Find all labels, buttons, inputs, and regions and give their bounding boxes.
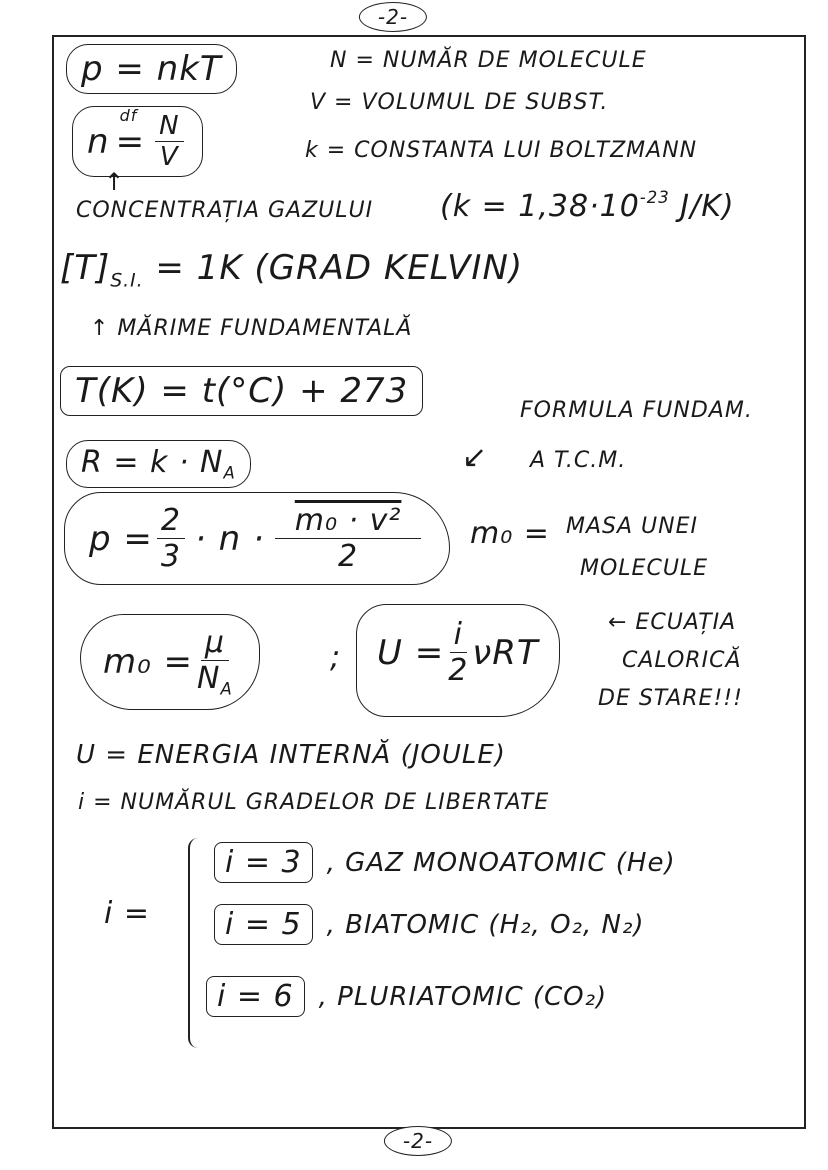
caloric-equation-line1: ← ECUAȚIA [608, 610, 737, 635]
formula-concentration [72, 106, 203, 177]
m0-symbol: m₀ = [470, 516, 550, 551]
arrow-down-left-icon: ↙ [462, 440, 488, 475]
formula-molecule-mass: m₀ = $\frac{\mu}{N_A}$ [80, 614, 260, 710]
page-number-top: -2- [359, 2, 427, 32]
concentration-denominator: V [159, 142, 179, 172]
boltzmann-value: ($k = 1,38\cdot 10^{-23}$ J/K) [440, 188, 735, 225]
m0-definition-line1: MASA UNEI [566, 514, 698, 539]
concentration-eq: = [115, 121, 146, 162]
concentration-lhs: n [87, 121, 110, 162]
formula-temperature-conversion: T(K) = t(°C) + 273 [60, 366, 423, 416]
case-monoatomic: i = 3 , GAZ MONOATOMIC (He) [214, 842, 676, 883]
degrees-of-freedom-definition: i = NUMĂRUL GRADELOR DE LIBERTATE [78, 790, 550, 815]
case-biatomic: i = 5 , BIATOMIC (H₂, O₂, N₂) [214, 904, 645, 945]
definition-k: k = CONSTANTA LUI BOLTZMANN [305, 138, 698, 163]
definition-N: N = NUMĂR DE MOLECULE [330, 48, 647, 73]
page-number-bottom: -2- [384, 1126, 452, 1156]
caloric-equation-line3: DE STARE!!! [598, 686, 743, 711]
brace [188, 838, 204, 1048]
concentration-label: CONCENTRAȚIA GAZULUI [76, 198, 374, 223]
formula-pressure-nkt: p = nkT [66, 44, 237, 94]
tcm-label-line2: A T.C.M. [530, 448, 627, 473]
formula-fundamental-tcm: p = $\frac{2}{3}$ · n · $\frac{\text{m₀ · v²}}{2}$ [64, 492, 450, 585]
temperature-unit: $[T]_{S.I.} = 1K$ (GRAD KELVIN) [60, 248, 524, 292]
concentration-numerator: N [155, 111, 183, 142]
tcm-label-line1: FORMULA FUNDAM. [520, 398, 753, 423]
degrees-of-freedom-lhs: i = [104, 896, 151, 931]
definition-mark: df [119, 105, 138, 125]
separator-semicolon: ; [330, 640, 342, 675]
caloric-equation-line2: CALORICĂ [622, 648, 742, 673]
internal-energy-definition: U = ENERGIA INTERNĂ (JOULE) [76, 740, 506, 770]
fundamental-quantity-label: ↑ MĂRIME FUNDAMENTALĂ [90, 316, 413, 341]
formula-gas-constant: $R = k \cdot N_A$ [66, 440, 251, 488]
definition-V: V = VOLUMUL DE SUBST. [310, 90, 609, 115]
formula-internal-energy: U = $\frac{i}{2}$ νRT [356, 604, 560, 717]
arrow-up-icon: ↑ [104, 168, 125, 196]
case-pluriatomic: i = 6 , PLURIATOMIC (CO₂) [206, 976, 607, 1017]
m0-definition-line2: MOLECULE [580, 556, 709, 581]
